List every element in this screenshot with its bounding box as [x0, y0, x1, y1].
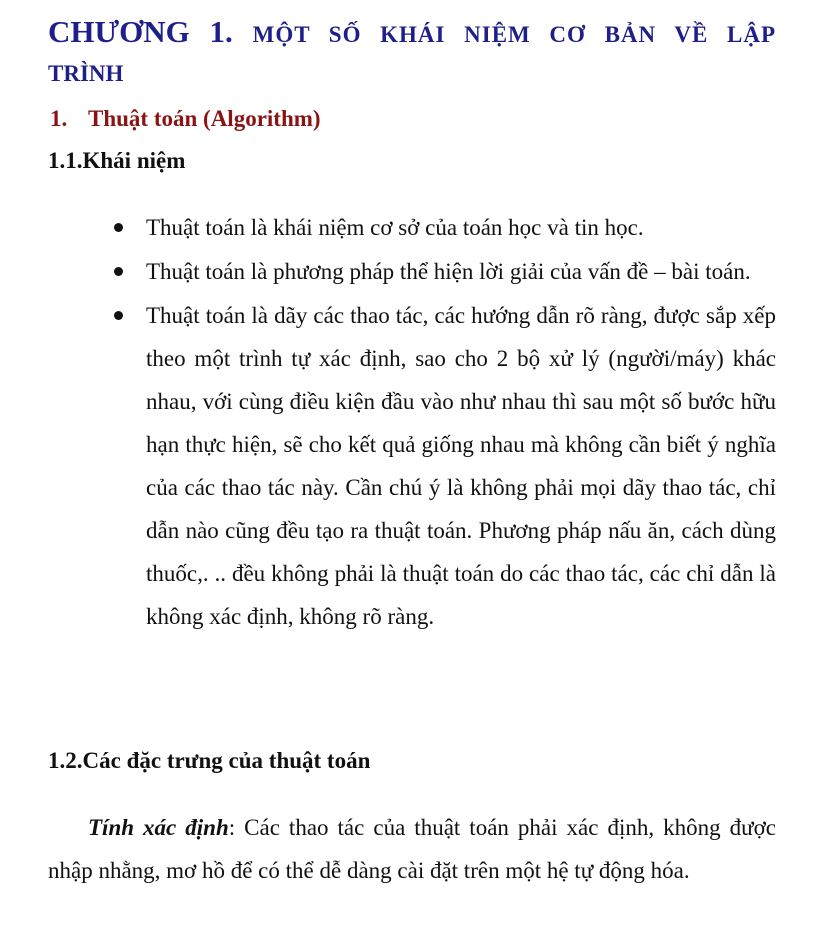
bullet-list — [108, 206, 776, 638]
list-item-text: Thuật toán là khái niệm cơ sở của toán học và tin học. — [146, 215, 644, 240]
body-paragraph — [48, 806, 776, 892]
subsection-heading-1-2: 1.2.Các đặc trưng của thuật toán — [48, 748, 371, 773]
list-item-text: Thuật toán là dãy các thao tác, các hướng dẫn rõ ràng, được sắp xếp theo một trình tự xác định, sao cho 2 bộ xử lý (người/máy) khác nhau, với cùng điều kiện đầu vào như nhau thì sau một số bước hữu hạn thực hiện, sẽ cho kết quả giống nhau mà không cần biết ý nghĩa của các thao tác này. Cần chú ý là không phải mọi dãy thao tác, chỉ dẫn nào cũng đều tạo ra thuật toán. Phương pháp nấu ăn, cách dùng thuốc,. .. đều không phải là thuật toán do các thao tác, các chỉ dẫn là không xác định, không rõ ràng. — [146, 303, 776, 629]
chapter-lead: CHƯƠNG 1. — [48, 14, 233, 49]
chapter-title-line2: TRÌNH — [48, 61, 124, 86]
list-item — [108, 294, 776, 638]
paragraph-term: Tính xác định — [88, 815, 229, 840]
bullet-icon — [114, 223, 123, 232]
list-item-text: Thuật toán là phương pháp thể hiện lời giải của vấn đề – bài toán. — [146, 259, 751, 284]
bullet-icon — [114, 311, 123, 320]
chapter-title — [48, 10, 776, 56]
section-heading — [50, 102, 321, 136]
bullet-icon — [114, 267, 123, 276]
subsection-heading-1-1: 1.1.Khái niệm — [48, 148, 186, 173]
section-number: 1. — [50, 106, 68, 131]
section-title: Thuật toán (Algorithm) — [88, 106, 321, 131]
chapter-title-rest: MỘT SỐ KHÁI NIỆM CƠ BẢN VỀ LẬP — [252, 22, 776, 47]
list-item — [108, 250, 776, 293]
list-item — [108, 206, 776, 249]
paragraph-text: : Các thao tác của thuật toán phải xác định, không được nhập nhằng, mơ hồ để có thể dễ dàng cài đặt trên một hệ tự động hóa. — [48, 815, 776, 883]
